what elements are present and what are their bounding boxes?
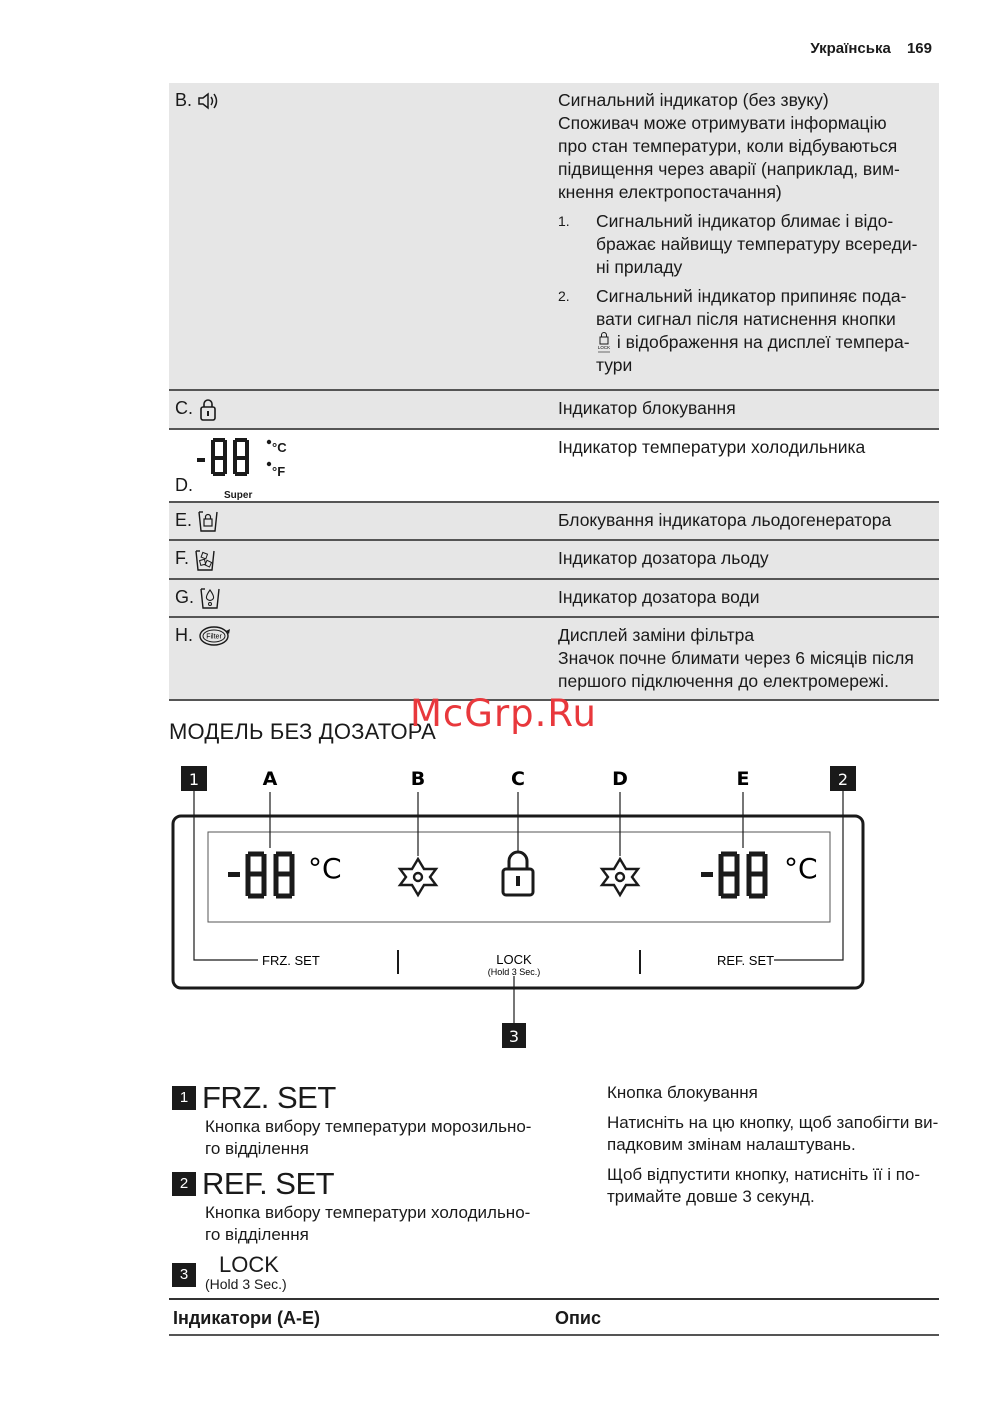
text-line: першого підключення до електромережі. — [558, 670, 889, 691]
row-letter: C. — [175, 398, 193, 419]
label-d: D — [612, 768, 628, 790]
legend-description: Кнопка вибору температури холодильно- — [205, 1203, 531, 1222]
legend-badge: 3 — [172, 1263, 196, 1287]
indicator-description: Індикатор блокування — [552, 390, 939, 428]
badge-2: 2 — [837, 770, 849, 789]
legend-item — [172, 1080, 552, 1160]
list-item: 1. Сигнальний індикатор блимає і відо- бражає найвищу температуру всереди- ні приладу — [558, 211, 918, 277]
text-line: Значок почне блимати через 6 місяців після — [558, 647, 914, 668]
filter-label: Filter — [206, 633, 222, 641]
table-row — [169, 579, 939, 617]
legend-subtitle: (Hold 3 Sec.) — [205, 1276, 287, 1292]
legend-item — [172, 1254, 552, 1298]
paragraph: Натисніть на цю кнопку, щоб запобігти ви- падковим змінам налаштувань. — [607, 1113, 939, 1154]
badge-1: 1 — [188, 770, 200, 789]
badge-3: 3 — [508, 1027, 520, 1046]
indicator-description: Блокування індикатора льодогенератора — [552, 502, 939, 540]
legend-title: FRZ. SET — [202, 1080, 336, 1115]
water-dispenser-icon — [199, 586, 221, 610]
button-legend — [172, 1080, 552, 1298]
row-letter: E. — [175, 509, 193, 530]
indicator-description: Індикатор дозатора льоду — [552, 540, 939, 578]
indicator-table — [169, 83, 939, 701]
label-a: A — [262, 768, 278, 790]
legend-badge: 2 — [172, 1172, 196, 1196]
indicator-description: Індикатор дозатора води — [552, 579, 939, 617]
freezer-temp-display — [228, 852, 342, 896]
ice-dispenser-icon — [194, 548, 216, 572]
watermark: McGrp.Ru — [410, 692, 597, 735]
legend-badge: 1 — [172, 1086, 196, 1110]
paragraph: Кнопка блокування — [607, 1083, 758, 1102]
section-title: МОДЕЛЬ БЕЗ ДОЗАТОРА — [169, 719, 437, 744]
label-b: B — [410, 768, 426, 790]
super-label: Super — [224, 489, 253, 501]
table-row — [169, 83, 939, 390]
legend-item — [172, 1166, 552, 1246]
filter-icon — [198, 625, 232, 647]
text-line: про стан температури, коли відбуваються — [558, 136, 898, 156]
list-item: 2. Сигнальний індикатор припиняє пода- вати сигнал після натиснення кнопки LOCK і відображення на дисплеї темпера- тури — [558, 286, 910, 376]
legend-description: Кнопка вибору температури морозильно- — [205, 1117, 532, 1136]
lock-button-icon — [596, 332, 612, 354]
control-panel-diagram — [160, 760, 880, 1060]
ice-lock-icon — [197, 509, 219, 533]
indicator-description: Індикатор температури холодильника — [558, 436, 866, 457]
table-row — [169, 617, 939, 700]
legend-title: LOCK — [219, 1252, 279, 1277]
snowflake-icon — [602, 859, 638, 895]
lock-icon — [198, 398, 218, 422]
row-letter: B. — [175, 90, 193, 110]
table-row — [169, 502, 939, 540]
label-c: C — [511, 768, 525, 790]
page-number: 169 — [906, 40, 932, 57]
frz-set-button[interactable]: FRZ. SET — [262, 953, 320, 968]
unit-celsius: °C — [272, 439, 287, 455]
paragraph: Щоб відпустити кнопку, натисніть її і по- тримайте довше 3 секунд. — [607, 1165, 921, 1206]
unit-fahrenheit: °F — [272, 463, 286, 479]
column-header: Індикатори (A-E) — [173, 1308, 321, 1328]
legend-title: REF. SET — [202, 1166, 335, 1201]
unit-celsius-right: °C — [784, 852, 818, 885]
language-label: Українська — [810, 40, 891, 57]
indicators-table-header — [169, 1298, 939, 1336]
snowflake-icon — [400, 859, 436, 895]
table-row — [169, 540, 939, 578]
speaker-icon — [197, 91, 221, 111]
unit-celsius-left: °C — [308, 852, 342, 885]
text-line: кнення електропостачання) — [558, 182, 782, 202]
numbered-list — [558, 210, 933, 377]
row-letter: D. — [175, 474, 193, 495]
table-row — [169, 390, 939, 428]
text-line: Споживач може отримувати інформацію — [558, 113, 887, 133]
indicator-title: Сигнальний індикатор (без звуку) — [558, 90, 829, 110]
text-line: підвищення через аварії (наприклад, вим- — [558, 159, 900, 179]
legend-description: го відділення — [205, 1139, 309, 1158]
row-letter: H. — [175, 624, 193, 645]
column-header: Опис — [555, 1308, 601, 1328]
table-row — [169, 429, 939, 502]
lock-icon-panel — [503, 852, 533, 895]
lock-button[interactable]: LOCK — [496, 952, 532, 967]
legend-description: го відділення — [205, 1225, 309, 1244]
lock-small-label: LOCK — [597, 345, 611, 351]
indicator-description: Дисплей заміни фільтра — [558, 624, 755, 645]
lock-hold-label: (Hold 3 Sec.) — [487, 967, 541, 977]
fridge-temp-display — [701, 852, 818, 896]
row-letter: G. — [175, 586, 195, 607]
label-e: E — [736, 768, 750, 790]
row-letter: F. — [175, 548, 190, 569]
page-header — [810, 40, 932, 57]
ref-set-button[interactable]: REF. SET — [717, 953, 775, 968]
lock-description — [607, 1082, 940, 1216]
